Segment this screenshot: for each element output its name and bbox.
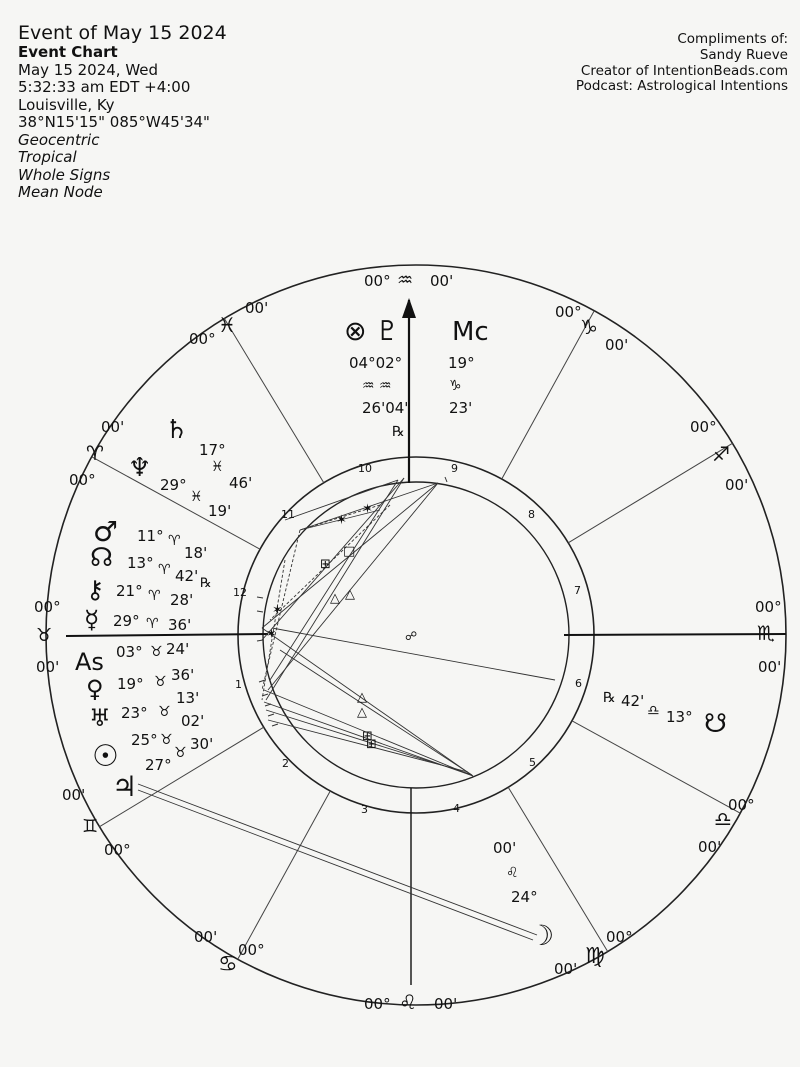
house-number: 2	[282, 757, 289, 770]
chart-title: Event of May 15 2024	[18, 22, 227, 44]
planet-minute: 42'	[621, 692, 645, 710]
planet-sign: ♓	[211, 459, 224, 475]
planet-minute: 26'04'	[362, 399, 409, 417]
cusp-minute: 00'	[36, 658, 60, 676]
planet-part-of-fortune-pluto	[344, 316, 408, 440]
sextile-icon: ✶	[362, 502, 373, 517]
mercury-icon: ☿	[84, 605, 100, 634]
cusp-minute: 00'	[245, 299, 269, 317]
opposition-icon: ☍	[405, 629, 418, 643]
cusp-minute: 00'	[430, 272, 454, 290]
cusp-degree: 00°	[728, 796, 755, 814]
midheaven-label: Mc	[452, 317, 489, 347]
planet-degree: 19°	[117, 675, 144, 693]
event-time: 5:32:33 am EDT +4:00	[18, 78, 191, 96]
cusp-degree: 00°	[755, 598, 782, 616]
planet-degree: 03°	[116, 643, 143, 661]
cusp-minute: 00'	[194, 928, 218, 946]
jupiter-icon: ♃	[112, 770, 138, 803]
square-icon: ⊞	[362, 729, 373, 744]
house-number: 7	[574, 584, 581, 597]
trine-icon: △	[357, 705, 367, 720]
planet-mercury	[84, 605, 191, 634]
zodiac-sign-icon: ♋	[218, 952, 238, 977]
house-cusp-line	[224, 319, 323, 483]
planet-minute: 19'	[208, 502, 232, 520]
square-icon: □	[343, 544, 356, 559]
cusp-minute: 00'	[725, 476, 749, 494]
square-icon: ⊞	[320, 557, 331, 572]
retrograde-icon: ℞	[392, 424, 405, 440]
part-of-fortune-pluto-icon: ⊗ ♇	[344, 316, 400, 347]
descendant-axis	[564, 634, 786, 635]
sextile-icon: ✶	[266, 627, 277, 642]
house-number: 10	[358, 462, 372, 475]
planet-minute: 28'	[170, 591, 194, 609]
planet-moon	[493, 839, 554, 952]
cusp-degree: 00°	[606, 928, 633, 946]
planet-degree: 27°	[145, 756, 172, 774]
midheaven-arrow-icon	[402, 298, 416, 318]
planet-sign: ♈	[148, 588, 161, 604]
planet-degree: 24°	[511, 888, 538, 906]
house-cusp-line	[238, 791, 330, 959]
zodiac-sign-icon: ♊	[82, 816, 99, 837]
house-number: 11	[281, 508, 295, 521]
planet-sign: ♓	[190, 489, 203, 505]
cusp-degree: 00°	[364, 272, 391, 290]
house-number: 9	[451, 462, 458, 475]
planet-minute: 23'	[449, 399, 473, 417]
cusp-minute: 00'	[758, 658, 782, 676]
cusp-minute: 00'	[101, 418, 125, 436]
cusp-minute: 00'	[605, 336, 629, 354]
aspect-glyphs	[266, 502, 417, 752]
zodiac-sign-icon: ♐	[712, 442, 730, 466]
ascendant-label: As	[75, 648, 104, 676]
cusp-degree: 00°	[104, 841, 131, 859]
planet-minute: 00'	[493, 839, 517, 857]
planet-minute: 24'	[166, 640, 190, 658]
planet-south-node	[603, 690, 727, 739]
sextile-icon: ✶	[272, 603, 283, 618]
trine-icon: △	[330, 591, 340, 606]
planet-degree: 29°	[160, 476, 187, 494]
neptune-icon: ♆	[128, 453, 152, 483]
planet-minute: 13'	[176, 689, 200, 707]
south-node-icon: ☋	[704, 709, 728, 739]
credit-line: Creator of IntentionBeads.com	[580, 62, 788, 79]
planet-sign: ♑	[449, 378, 462, 394]
uranus-icon: ♅	[89, 704, 111, 732]
sun-icon: ☉	[92, 739, 119, 774]
square-icon: ⊞	[366, 737, 377, 752]
planet-minute: 36'	[168, 616, 192, 634]
zodiac-sign-icon: ♎	[714, 807, 732, 831]
house-number: 12	[233, 586, 247, 599]
planet-degree: 13°	[666, 708, 693, 726]
event-place: Louisville, Ky	[18, 95, 115, 114]
zodiac-sign-icon: ♌	[399, 990, 417, 1014]
house-cusp-line	[568, 443, 732, 542]
planet-minute: 02'	[181, 712, 205, 730]
trine-icon: △	[357, 690, 367, 705]
mars-icon: ♂	[93, 515, 119, 548]
planet-minute: 18'	[184, 544, 208, 562]
saturn-icon: ♄	[165, 415, 189, 445]
planet-sign: ♒ ♒	[362, 378, 392, 394]
house-number: 6	[575, 677, 582, 690]
cusp-minute: 00'	[698, 838, 722, 856]
event-coords: 38°N15'15" 085°W45'34"	[18, 113, 210, 131]
planet-minute: 36'	[171, 666, 195, 684]
planet-sign: ♌	[506, 865, 519, 881]
cusp-degree: 00°	[34, 598, 61, 616]
planet-degree: 23°	[121, 704, 148, 722]
planet-minute: 46'	[229, 474, 253, 492]
moon-icon: ☽	[529, 919, 555, 952]
cusp-degree: 00°	[189, 330, 216, 348]
house-number: 5	[529, 756, 536, 769]
event-date: May 15 2024, Wed	[18, 60, 159, 79]
house-number: 1	[235, 678, 242, 691]
planet-sign: ♎	[647, 703, 660, 719]
planet-sign: ♈	[158, 562, 171, 578]
zodiac-sign-icon: ♍	[585, 944, 605, 969]
planet-degree: 25°	[131, 731, 158, 749]
chiron-icon: ⚷	[86, 575, 105, 604]
credit-line: Podcast: Astrological Intentions	[575, 78, 788, 95]
credit-line: Compliments of:	[677, 31, 788, 47]
cusp-degree: 00°	[69, 471, 96, 489]
planet-sign: ♉	[158, 704, 171, 720]
cusp-degree: 00°	[238, 941, 265, 959]
venus-icon: ♀	[86, 675, 104, 703]
cusp-minute: 00'	[554, 960, 578, 978]
planet-degree: 21°	[116, 582, 143, 600]
planet-degree: 04°02°	[349, 354, 403, 372]
zodiac-sign-icon: ♒	[397, 270, 414, 291]
trine-icon: △	[345, 587, 355, 602]
credit-line: Sandy Rueve	[699, 46, 788, 63]
planet-sign: ♉	[150, 644, 163, 660]
cusp-degree: 00°	[364, 995, 391, 1013]
retrograde-icon: ℞	[603, 690, 616, 706]
planet-degree: 19°	[448, 354, 475, 372]
planet-minute: 30'	[190, 735, 214, 753]
setting-house-system: Whole Signs	[18, 165, 111, 184]
chart-subtitle: Event Chart	[18, 43, 118, 61]
planet-midheaven	[448, 317, 489, 417]
planet-sign: ♉	[160, 732, 173, 748]
setting-zodiac-type: Tropical	[18, 148, 77, 166]
retrograde-icon: ℞	[200, 576, 212, 591]
zodiac-sign-icon: ♓	[218, 313, 236, 337]
zodiac-sign-icon: ♉	[36, 625, 53, 646]
planet-sign: ♈	[168, 533, 181, 549]
planet-sign: ♈	[146, 616, 159, 632]
planet-degree: 11°	[137, 527, 164, 545]
house-cusp-line	[508, 787, 607, 951]
planet-sign: ♉	[154, 674, 167, 690]
cusp-degree: 00°	[690, 418, 717, 436]
setting-node-type: Mean Node	[18, 183, 103, 201]
house-number: 3	[361, 803, 368, 816]
planet-sign: ♉	[174, 745, 187, 761]
planet-degree: 13°	[127, 554, 154, 572]
house-number: 4	[453, 802, 460, 815]
north-node-icon: ☊	[90, 543, 114, 573]
zodiac-sign-icon: ♏	[757, 621, 775, 645]
cusp-minute: 00'	[62, 786, 86, 804]
cusp-degree: 00°	[555, 303, 582, 321]
setting-zodiac-frame: Geocentric	[18, 130, 100, 149]
planet-degree: 17°	[199, 441, 226, 459]
planet-degree: 29°	[113, 612, 140, 630]
zodiac-sign-icon: ♈	[86, 441, 104, 465]
planet-minute: 42'	[175, 567, 199, 585]
house-number: 8	[528, 508, 535, 521]
zodiac-sign-icon: ♑	[580, 315, 598, 339]
cusp-minute: 00'	[434, 995, 458, 1013]
sextile-icon: ✶	[336, 513, 347, 528]
